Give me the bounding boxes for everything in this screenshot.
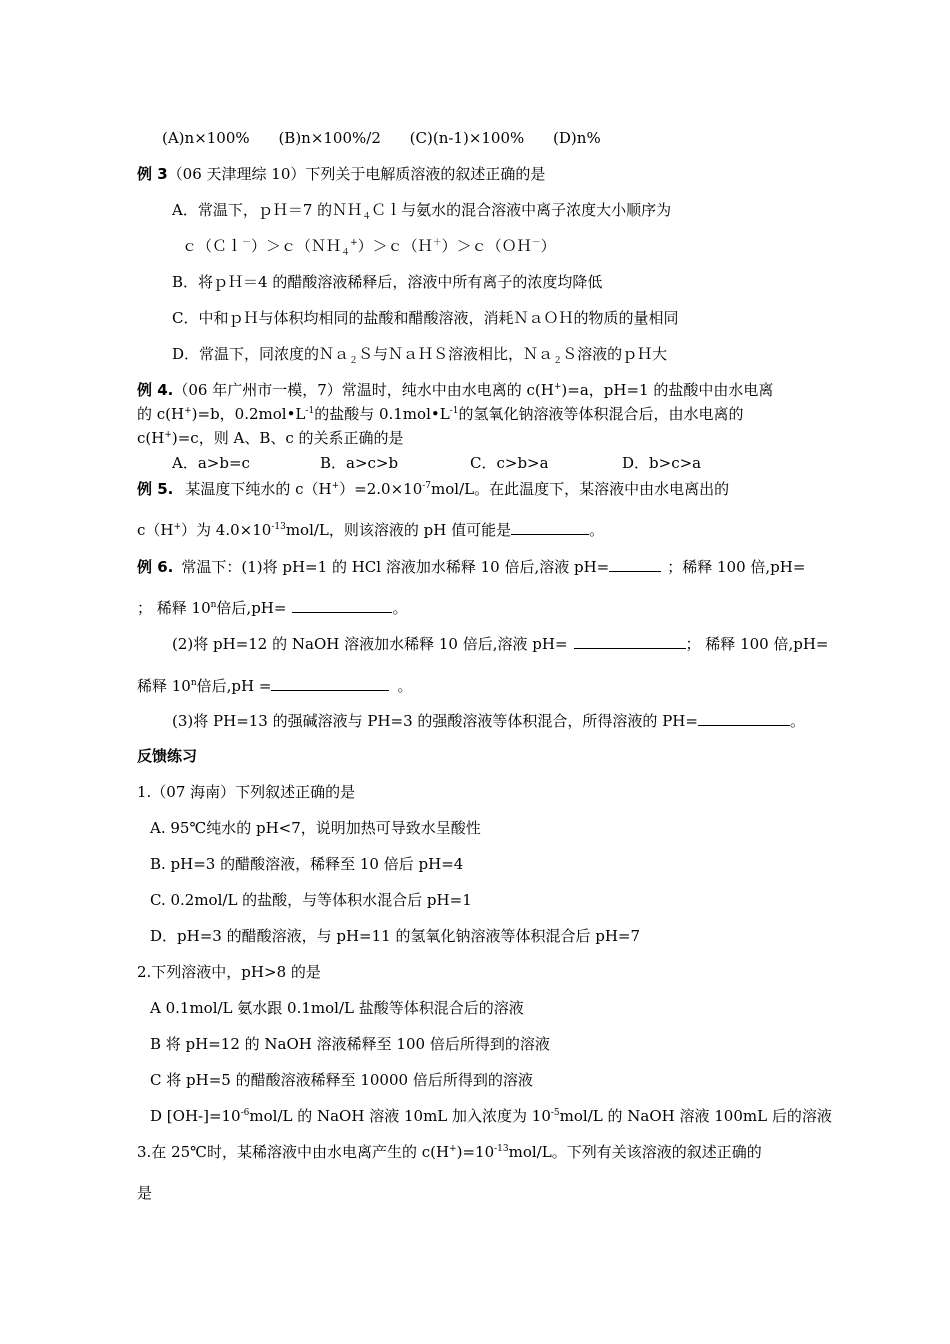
example-6-line-3: [172, 634, 829, 654]
ion-cl: ｃ（Ｃｌ: [182, 237, 243, 255]
superscript: -1: [305, 406, 315, 416]
option-b: (B)n×100%/2: [278, 129, 381, 147]
example-3-text: （06 天津理综 10）下列关于电解质溶液的叙述正确的是: [167, 165, 546, 183]
superscript: -13: [494, 1144, 509, 1154]
text: 的 c(H: [137, 405, 185, 423]
answer-blank[interactable]: [292, 598, 392, 613]
example-3-option-d: [172, 344, 667, 364]
text: mol/L。在此温度下，某溶液中由水电离出的: [431, 480, 730, 498]
text: ）为 4.0×10: [181, 521, 272, 539]
example-4-option-b: B．a>c>b: [320, 454, 399, 472]
superscript: -7: [422, 481, 432, 491]
question-1-option-d: D．pH=3 的醋酸溶液，与 pH=11 的氢氧化钠溶液等体积混合后 pH=7: [150, 927, 641, 945]
answer-blank[interactable]: [574, 634, 686, 649]
example-4-line-3: [137, 428, 404, 448]
example-3-option-b: B．将ｐＨ＝4 的醋酸溶液稀释后，溶液中所有离子的浓度均降低: [172, 273, 603, 291]
superscript: -5: [550, 1108, 560, 1118]
ion-oh: ）＞ｃ（ＯＨ: [441, 237, 532, 255]
example-4-option-a: A．a>b=c: [172, 454, 250, 472]
example-3-stem: [137, 164, 545, 184]
superscript: +: [184, 406, 192, 416]
question-1-option-b: B. pH=3 的醋酸溶液，稀释至 10 倍后 pH=4: [150, 855, 464, 873]
example-3-option-a-order: [182, 236, 556, 256]
superscript: －: [242, 238, 252, 248]
superscript: n: [190, 678, 197, 688]
text: ； 稀释 100 倍,pH=: [685, 635, 829, 653]
top-options-line: [162, 128, 601, 148]
text: 。: [589, 521, 605, 539]
subscript: ２: [349, 356, 359, 366]
example-4-line-1: [137, 380, 773, 400]
question-2-option-c: C 将 pH=5 的醋酸溶液稀释至 10000 倍后所得到的溶液: [150, 1071, 533, 1089]
text: 。: [397, 677, 413, 695]
text: mol/L 的 NaOH 溶液 100mL 后的溶液: [559, 1107, 832, 1125]
superscript: -6: [240, 1108, 250, 1118]
option-d: (D)n%: [553, 129, 601, 147]
example-5-label: 例 5.: [137, 480, 174, 498]
text: 。: [789, 712, 805, 730]
option-d-text: D．常温下，同浓度的Ｎａ: [172, 345, 350, 363]
example-6-label: 例 6.: [137, 558, 174, 576]
example-3-option-c: C．中和ｐＨ与体积均相同的盐酸和醋酸溶液，消耗ＮａＯＨ的物质的量相同: [172, 309, 679, 327]
example-6-line-1: [137, 557, 805, 577]
text: mol/L。下列有关该溶液的叙述正确的: [508, 1143, 762, 1161]
question-1-stem: 1.（07 海南）下列叙述正确的是: [137, 783, 356, 801]
option-d-text-end: Ｓ溶液的ｐＨ大: [562, 345, 668, 363]
superscript: +: [553, 382, 562, 392]
text: 稀释 10: [137, 677, 191, 695]
ion-nh4: ）＞ｃ（ＮＨ: [251, 237, 342, 255]
option-c: (C)(n-1)×100%: [409, 129, 525, 147]
text: 3.在 25℃时，某稀溶液中由水电离产生的 c(H: [137, 1143, 450, 1161]
text: (2)将 pH=12 的 NaOH 溶液加水稀释 10 倍后,溶液 pH=: [172, 635, 568, 653]
superscript: -1: [449, 406, 459, 416]
answer-blank[interactable]: [609, 557, 661, 572]
text: ； 稀释 10: [137, 599, 211, 617]
answer-blank[interactable]: [698, 711, 790, 726]
question-1-option-a: A. 95℃纯水的 pH<7，说明加热可导致水呈酸性: [150, 819, 481, 837]
superscript: +: [164, 430, 172, 440]
example-4-option-d: D．b>c>a: [622, 454, 702, 472]
superscript: +: [350, 238, 358, 248]
subscript: ２: [553, 356, 563, 366]
text: )=a，pH=1 的盐酸中由水电离: [561, 381, 774, 399]
text: (3)将 PH=13 的强碱溶液与 PH=3 的强酸溶液等体积混合，所得溶液的 PH=: [172, 712, 698, 730]
text: 常温下：(1)将 pH=1 的 HCl 溶液加水稀释 10 倍后,溶液 pH=: [181, 558, 610, 576]
example-4-label: 例 4.: [137, 381, 174, 399]
example-6-line-4: [137, 676, 412, 696]
text: 。: [392, 599, 408, 617]
answer-blank[interactable]: [511, 520, 589, 535]
option-d-text-mid: Ｓ与ＮａＨＳ溶液相比，Ｎａ: [358, 345, 554, 363]
superscript: -13: [271, 522, 286, 532]
question-2-stem: 2.下列溶液中，pH>8 的是: [137, 963, 321, 981]
superscript: －: [531, 238, 541, 248]
text: mol/L，则该溶液的 pH 值可能是: [285, 521, 512, 539]
example-3-option-a: [172, 200, 671, 220]
question-2-option-a: A 0.1mol/L 氨水跟 0.1mol/L 盐酸等体积混合后的溶液: [150, 999, 524, 1017]
superscript: n: [210, 600, 217, 610]
answer-blank[interactable]: [271, 676, 389, 691]
question-3-continuation: 是: [137, 1184, 153, 1202]
text: 倍后,pH=: [216, 599, 287, 617]
example-4-line-2: [137, 404, 743, 424]
subscript: ４: [362, 212, 372, 222]
question-3-stem: [137, 1142, 762, 1162]
option-a-text: A．常温下，ｐＨ＝7 的ＮＨ: [172, 201, 363, 219]
subscript: ４: [341, 248, 351, 258]
text: )=b，0.2mol•L: [191, 405, 306, 423]
text: （06 年广州市一模，7）常温时，纯水中由水电离的 c(H: [173, 381, 554, 399]
superscript: +: [449, 1144, 457, 1154]
superscript: +: [173, 522, 182, 532]
question-2-option-d: [150, 1106, 832, 1126]
closing: ）: [540, 237, 556, 255]
feedback-heading: 反馈练习: [137, 747, 198, 765]
option-a: (A)n×100%: [162, 129, 250, 147]
example-5-line-1: [137, 479, 729, 499]
text: 某温度下纯水的 c（H: [185, 480, 332, 498]
text: 倍后,pH =: [196, 677, 272, 695]
example-6-line-2: [137, 598, 407, 618]
text: c(H: [137, 429, 165, 447]
text: ）=2.0×10: [339, 480, 423, 498]
superscript: +: [331, 481, 340, 491]
example-3-label: 例 3: [137, 165, 168, 183]
example-5-line-2: [137, 520, 604, 540]
text: mol/L 的 NaOH 溶液 10mL 加入浓度为 10: [249, 1107, 551, 1125]
text: ；稀释 100 倍,pH=: [667, 558, 806, 576]
example-4-option-c: C．c>b>a: [470, 454, 549, 472]
text: 的氢氧化钠溶液等体积混合后，由水电离的: [458, 405, 744, 423]
example-6-line-5: [172, 711, 805, 731]
text: 的盐酸与 0.1mol•L: [314, 405, 450, 423]
superscript: ＋: [432, 238, 442, 248]
text: c（H: [137, 521, 174, 539]
text: )=10: [456, 1143, 495, 1161]
text: )=c，则 A、B、c 的关系正确的是: [171, 429, 404, 447]
text: D [OH-]=10: [150, 1107, 241, 1125]
option-a-text-end: Ｃｌ与氨水的混合溶液中离子浓度大小顺序为: [371, 201, 672, 219]
question-1-option-c: C. 0.2mol/L 的盐酸，与等体积水混合后 pH=1: [150, 891, 472, 909]
question-2-option-b: B 将 pH=12 的 NaOH 溶液稀释至 100 倍后所得到的溶液: [150, 1035, 550, 1053]
ion-h: ）＞ｃ（Ｈ: [357, 237, 433, 255]
